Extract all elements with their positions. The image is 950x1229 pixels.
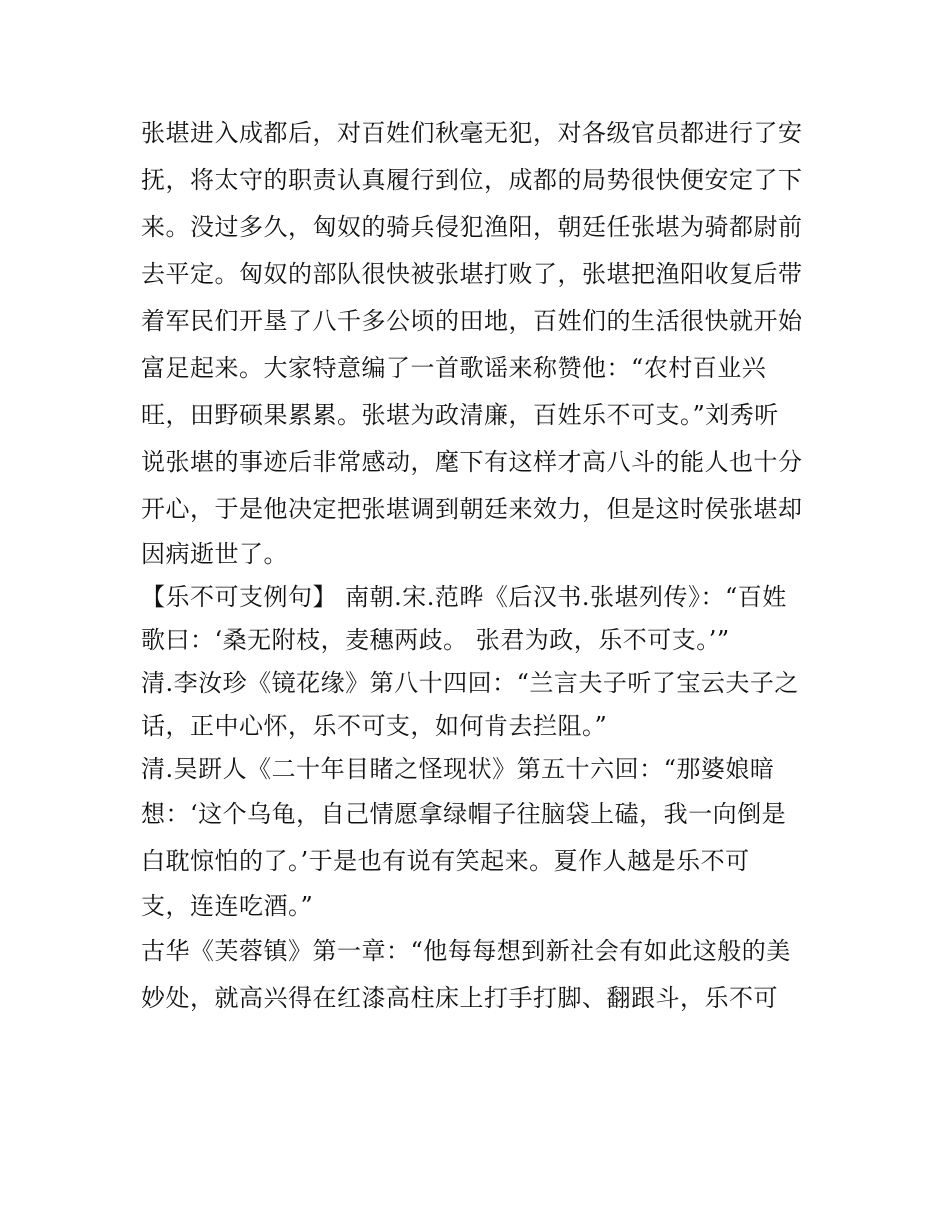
example-heading-line: 【乐不可支例句】 南朝.宋.范晔《后汉书.张堪列传》：“百姓 xyxy=(141,583,787,611)
text-line: 开心，于是他决定把张堪调到朝廷来效力，但是这时侯张堪却 xyxy=(141,495,803,523)
text-line: 着军民们开垦了八千多公顷的田地，百姓们的生活很快就开始 xyxy=(141,307,803,335)
text-line: 来。没过多久，匈奴的骑兵侵犯渔阳，朝廷任张堪为骑都尉前 xyxy=(141,213,803,241)
text-line: 抚，将太守的职责认真履行到位，成都的局势很快便安定了下 xyxy=(141,166,803,194)
text-line: 去平定。匈奴的部队很快被张堪打败了，张堪把渔阳收复后带 xyxy=(141,260,803,288)
text-line: 妙处，就高兴得在红漆高柱床上打手打脚、翻跟斗，乐不可 xyxy=(141,984,778,1012)
text-line: 清.李汝珍《镜花缘》第八十四回：“兰言夫子听了宝云夫子之 xyxy=(141,669,799,697)
text-line: 古华《芙蓉镇》第一章：“他每每想到新社会有如此这般的美 xyxy=(141,937,791,965)
text-line: 因病逝世了。 xyxy=(141,540,288,568)
text-line: 话，正中心怀，乐不可支，如何肯去拦阻。” xyxy=(141,712,608,740)
text-line: 想：‘这个乌龟，自己情愿拿绿帽子往脑袋上磕，我一向倒是 xyxy=(141,800,787,828)
text-line: 富足起来。大家特意编了一首歌谣来称赞他：“农村百业兴 xyxy=(141,354,767,382)
body-text xyxy=(141,110,821,1022)
text-line: 白耽惊怕的了。’于是也有说有笑起来。夏作人越是乐不可 xyxy=(141,847,750,875)
text-line: 支，连连吃酒。” xyxy=(141,892,314,920)
text-line: 歌曰：‘桑无附枝，麦穗两歧。 张君为政，乐不可支。’” xyxy=(141,626,730,654)
text-line: 说张堪的事迹后非常感动，麾下有这样才高八斗的能人也十分 xyxy=(141,448,803,476)
text-line: 旺，田野硕果累累。张堪为政清廉，百姓乐不可支。”刘秀听 xyxy=(141,401,779,429)
text-line: 清.吴趼人《二十年目睹之怪现状》第五十六回：“那婆娘暗 xyxy=(141,755,775,783)
text-line: 张堪进入成都后，对百姓们秋毫无犯，对各级官员都进行了安 xyxy=(141,119,803,147)
